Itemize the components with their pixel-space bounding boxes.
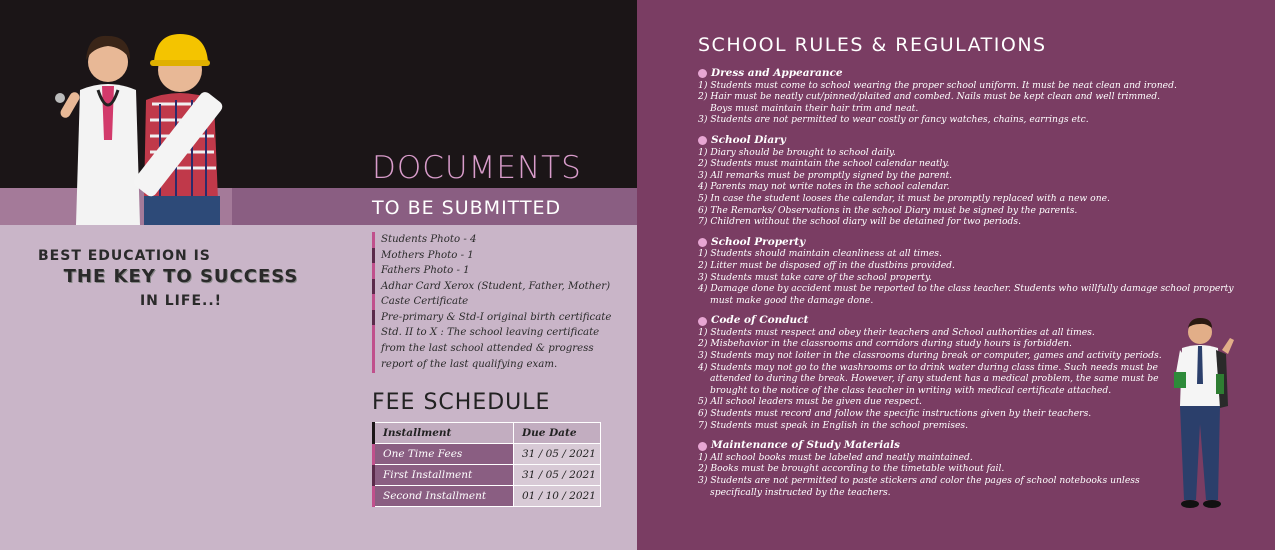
documents-title: DOCUMENTS bbox=[372, 150, 582, 186]
rule-item: 1) All school books must be labeled and neatly maintained. bbox=[698, 451, 973, 463]
rule-item: brought to the notice of the class teacher in writing with medical certificate attached. bbox=[710, 384, 1112, 396]
due-date-cell: 31 / 05 / 2021 bbox=[514, 444, 601, 465]
rule-item: 1) Diary should be brought to school daily. bbox=[698, 146, 896, 158]
rule-item: 3) Students are not permitted to paste stickers and color the pages of school notebooks unless bbox=[698, 475, 1140, 486]
header-installment: Installment bbox=[374, 423, 514, 444]
rule-item: 6) Students must record and follow the specific instructions given by their teachers. bbox=[698, 408, 1092, 420]
section-study-materials bbox=[698, 440, 1238, 498]
rule-item: 1) Students must respect and obey their teachers and School authorities at all times. bbox=[698, 326, 1095, 338]
rule-item: 3) Students may not loiter in the classrooms during break or computer, games and activity periods. bbox=[698, 350, 1162, 362]
rule-item: 3) Students are not permitted to wear costly or fancy watches, chains, earrings etc. bbox=[698, 114, 1089, 126]
rule-item: 2) Litter must be disposed off in the dustbins provided. bbox=[698, 259, 955, 271]
section-heading: Maintenance of Study Materials bbox=[711, 439, 900, 452]
section-heading: Code of Conduct bbox=[711, 314, 809, 327]
list-item: Fathers Photo - 1 bbox=[372, 263, 622, 279]
section-heading: Dress and Appearance bbox=[711, 67, 843, 79]
rule-item: Boys must maintain their hair trim and neat. bbox=[710, 102, 919, 114]
header-due-date: Due Date bbox=[514, 423, 601, 444]
right-panel bbox=[637, 0, 1275, 550]
list-item: Mothers Photo - 1 bbox=[372, 248, 622, 264]
rule-item: 2) Students must maintain the school calendar neatly. bbox=[698, 158, 950, 170]
table-row bbox=[374, 465, 601, 486]
section-heading: School Diary bbox=[711, 133, 786, 146]
rule-item: 2) Books must be brought according to the timetable without fail. bbox=[698, 463, 1005, 475]
slogan-line-2: THE KEY TO SUCCESS bbox=[63, 266, 299, 287]
slogan-line-3: IN LIFE..! bbox=[139, 293, 223, 309]
list-item: Adhar Card Xerox (Student, Father, Mother) bbox=[372, 279, 622, 295]
list-item: Caste Certificate bbox=[372, 294, 622, 310]
section-diary bbox=[698, 135, 1238, 228]
slogan bbox=[36, 248, 326, 309]
rule-item: 2) Hair must be neatly cut/pinned/plaited and combed. Nails must be kept clean and well trimmed. bbox=[698, 91, 1161, 103]
rule-item: must make good the damage done. bbox=[710, 294, 874, 306]
section-dress bbox=[698, 68, 1238, 126]
bullet-icon bbox=[698, 317, 707, 326]
table-row bbox=[374, 444, 601, 465]
due-date-cell: 01 / 10 / 2021 bbox=[514, 486, 601, 507]
due-date-cell: 31 / 05 / 2021 bbox=[514, 465, 601, 486]
rule-item: 1) Students must come to school wearing the proper school uniform. It must be neat clean and ironed. bbox=[698, 79, 1177, 91]
rule-item: 3) All remarks must be promptly signed by the parent. bbox=[698, 169, 953, 181]
documents-list bbox=[372, 232, 622, 373]
rule-item: 5) All school leaders must be given due respect. bbox=[698, 396, 922, 408]
rule-item: 6) The Remarks/ Observations in the school Diary must be signed by the parents. bbox=[698, 204, 1078, 216]
table-row bbox=[374, 486, 601, 507]
bullet-icon bbox=[698, 69, 707, 78]
bullet-icon bbox=[698, 442, 707, 451]
rule-item: 3) Students must take care of the school property. bbox=[698, 271, 932, 283]
rule-item: 5) In case the student looses the calendar, it must be promptly replaced with a new one. bbox=[698, 192, 1110, 204]
fee-schedule-title: FEE SCHEDULE bbox=[372, 390, 551, 415]
rule-item: specifically instructed by the teachers. bbox=[710, 486, 891, 498]
bullet-icon bbox=[698, 136, 707, 145]
rule-item: 7) Students must speak in English in the school premises. bbox=[698, 419, 969, 431]
documents-subtitle: TO BE SUBMITTED bbox=[372, 197, 562, 219]
student-boy-illustration bbox=[1164, 314, 1244, 514]
section-heading: School Property bbox=[711, 235, 806, 248]
installment-cell: First Installment bbox=[374, 465, 514, 486]
rule-item: 4) Students may not go to the washrooms or to drink water during class time. Such needs must be bbox=[698, 361, 1158, 373]
rule-item: 7) Children without the school diary will be detained for two periods. bbox=[698, 216, 1022, 228]
kids-illustration bbox=[40, 20, 260, 225]
table-header-row bbox=[374, 423, 601, 444]
rules-content bbox=[698, 68, 1238, 507]
fee-schedule-table bbox=[372, 422, 601, 507]
rule-item: 2) Misbehavior in the classrooms and corridors during study hours is forbidden. bbox=[698, 338, 1072, 350]
rule-item: 4) Parents may not write notes in the school calendar. bbox=[698, 181, 950, 193]
installment-cell: Second Installment bbox=[374, 486, 514, 507]
bullet-icon bbox=[698, 238, 707, 247]
list-item: Students Photo - 4 bbox=[372, 232, 622, 248]
rule-item: 4) Damage done by accident must be reported to the class teacher. Students who willfully damage school property bbox=[698, 283, 1234, 295]
rules-title: SCHOOL RULES & REGULATIONS bbox=[698, 34, 1047, 56]
list-item: Std. II to X : The school leaving certificate from the last school attended & progress report of the last qualifying exam. bbox=[372, 325, 622, 373]
rule-item: 1) Students should maintain cleanliness at all times. bbox=[698, 248, 942, 260]
slogan-line-1: BEST EDUCATION IS bbox=[38, 248, 211, 264]
section-conduct bbox=[698, 315, 1238, 431]
section-property bbox=[698, 237, 1238, 307]
installment-cell: One Time Fees bbox=[374, 444, 514, 465]
rule-item: attended to during the break. However, if any student has a medical problem, the same must be bbox=[710, 373, 1159, 385]
left-panel bbox=[0, 0, 637, 550]
list-item: Pre-primary & Std-I original birth certificate bbox=[372, 310, 622, 326]
